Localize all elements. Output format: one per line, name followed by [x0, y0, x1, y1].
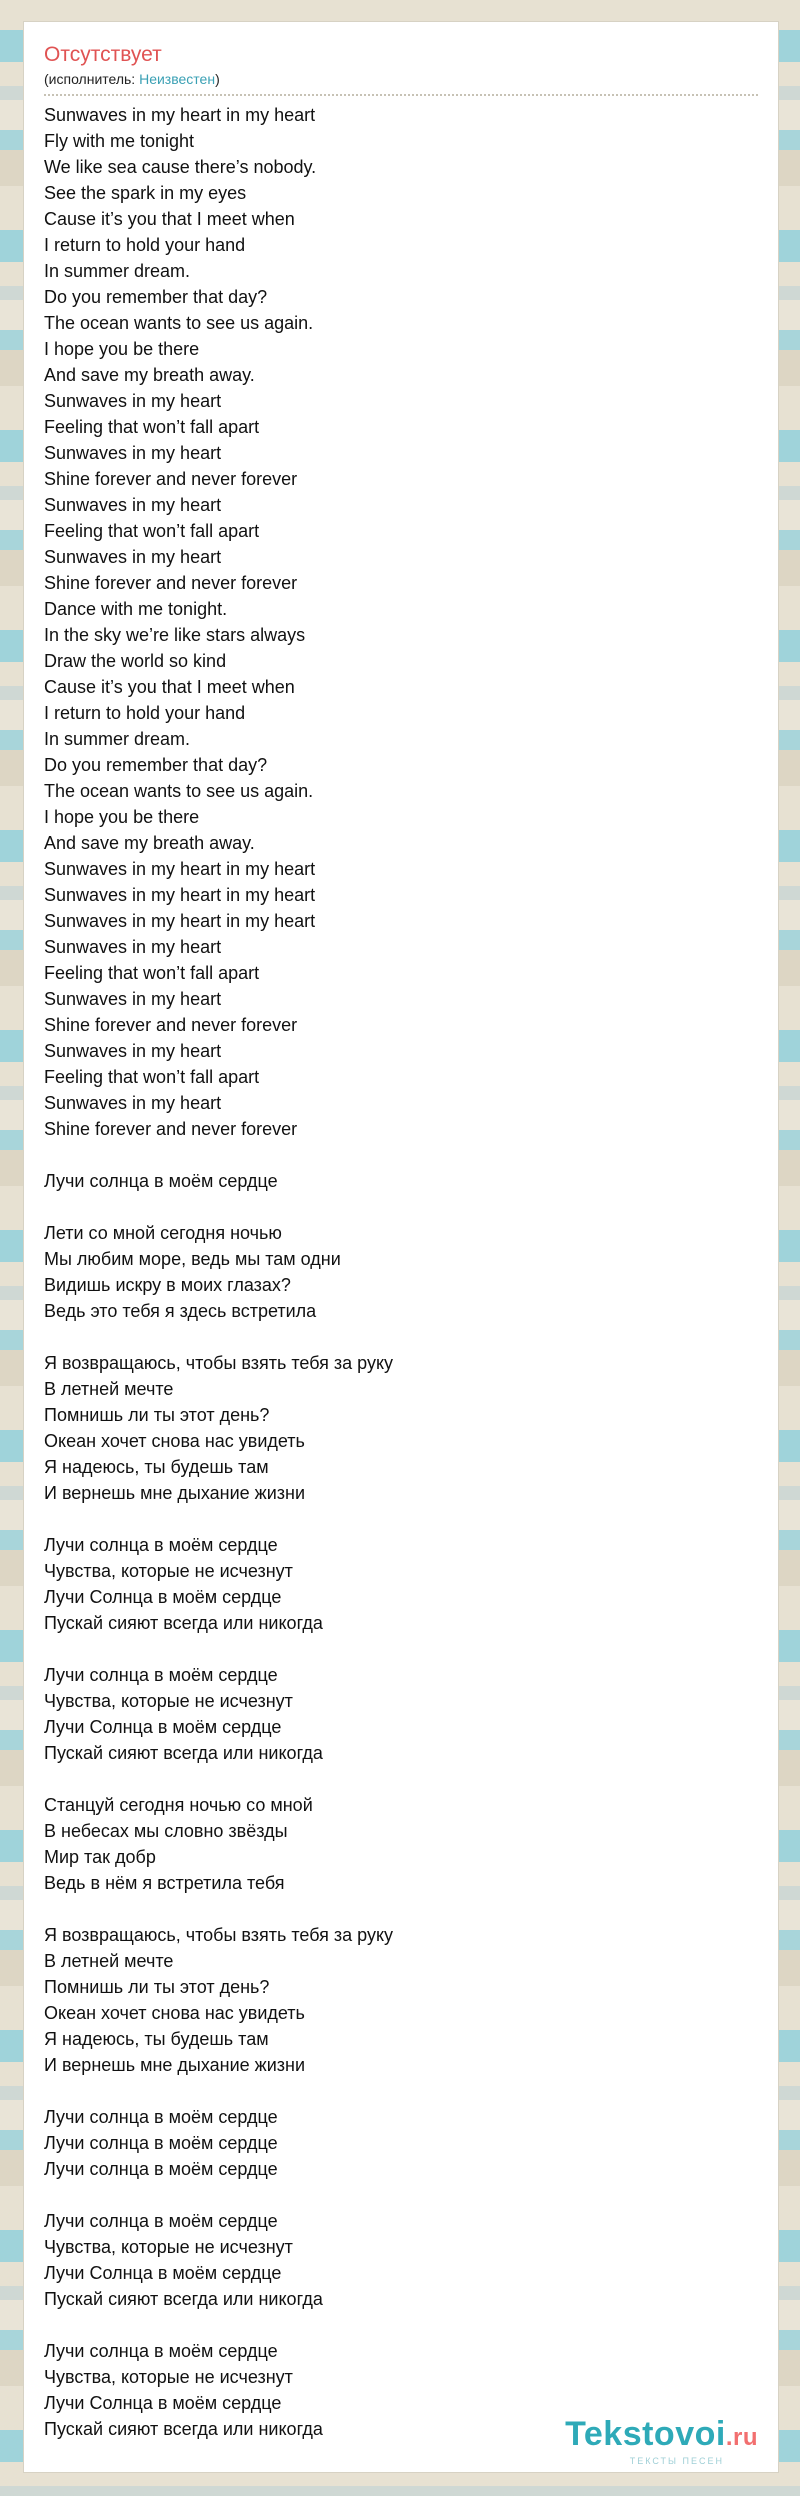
lyric-line: And save my breath away.: [44, 365, 255, 385]
lyric-line: The ocean wants to see us again.: [44, 313, 314, 333]
lyric-line: Draw the world so kind: [44, 651, 227, 671]
lyric-line: Cause it’s you that I meet when: [44, 209, 295, 229]
lyric-line: Лучи солнца в моём сердце: [44, 2341, 278, 2361]
lyric-line: Мир так добр: [44, 1847, 156, 1867]
lyric-line: [44, 2182, 758, 2208]
lyric-line: I hope you be there: [44, 807, 200, 827]
lyric-line: Fly with me tonight: [44, 131, 195, 151]
lyric-line: [44, 1896, 758, 1922]
song-header: [44, 42, 758, 96]
lyric-line: Shine forever and never forever: [44, 1015, 298, 1035]
lyric-line: Лучи солнца в моём сердце: [44, 1171, 278, 1191]
lyric-line: [44, 1506, 758, 1532]
lyric-line: Пускай сияют всегда или никогда: [44, 1743, 323, 1763]
lyric-line: See the spark in my eyes: [44, 183, 247, 203]
lyric-line: I return to hold your hand: [44, 703, 246, 723]
lyric-line: Лучи солнца в моём сердце: [44, 1535, 278, 1555]
lyric-line: Sunwaves in my heart in my heart: [44, 105, 316, 125]
lyric-line: I hope you be there: [44, 339, 200, 359]
lyric-line: Feeling that won’t fall apart: [44, 963, 260, 983]
lyric-line: In the sky we’re like stars always: [44, 625, 306, 645]
lyric-line: Я возвращаюсь, чтобы взять тебя за руку: [44, 1353, 394, 1373]
lyric-line: Feeling that won’t fall apart: [44, 1067, 260, 1087]
lyric-line: Sunwaves in my heart: [44, 495, 222, 515]
lyric-line: Sunwaves in my heart: [44, 989, 222, 1009]
lyric-line: [44, 1324, 758, 1350]
lyric-line: Помнишь ли ты этот день?: [44, 1405, 270, 1425]
lyric-line: Лети со мной сегодня ночью: [44, 1223, 282, 1243]
lyric-line: I return to hold your hand: [44, 235, 246, 255]
lyric-line: Sunwaves in my heart: [44, 443, 222, 463]
artist-link[interactable]: Неизвестен: [139, 71, 216, 87]
lyric-line: Cause it’s you that I meet when: [44, 677, 295, 697]
lyric-line: Ведь в нём я встретила тебя: [44, 1873, 285, 1893]
lyric-line: Sunwaves in my heart: [44, 1041, 222, 1061]
lyric-line: Do you remember that day?: [44, 287, 268, 307]
lyric-line: Sunwaves in my heart: [44, 1093, 222, 1113]
lyric-line: Лучи солнца в моём сердце: [44, 2211, 278, 2231]
logo-tld: .ru: [725, 2424, 758, 2451]
lyric-line: Помнишь ли ты этот день?: [44, 1977, 270, 1997]
lyric-line: Лучи солнца в моём сердце: [44, 2133, 278, 2153]
lyric-line: [44, 2312, 758, 2338]
lyric-line: [44, 1636, 758, 1662]
lyric-line: Sunwaves in my heart: [44, 391, 222, 411]
lyric-line: [44, 1766, 758, 1792]
lyric-line: Лучи солнца в моём сердце: [44, 2159, 278, 2179]
lyric-line: Dance with me tonight.: [44, 599, 228, 619]
logo-name: Tekstovoi: [565, 2415, 726, 2453]
lyric-line: Лучи Солнца в моём сердце: [44, 2263, 282, 2283]
lyric-line: И вернешь мне дыхание жизни: [44, 2055, 306, 2075]
logo-tagline: ТЕКСТЫ ПЕСЕН: [629, 2456, 724, 2466]
lyric-line: Sunwaves in my heart: [44, 547, 222, 567]
lyric-line: [44, 1142, 758, 1168]
lyric-line: Лучи солнца в моём сердце: [44, 1665, 278, 1685]
lyric-line: Лучи Солнца в моём сердце: [44, 1587, 282, 1607]
lyric-line: Shine forever and never forever: [44, 469, 298, 489]
lyric-line: В небесах мы словно звёзды: [44, 1821, 288, 1841]
lyric-line: Shine forever and never forever: [44, 1119, 298, 1139]
lyric-line: Чувства, которые не исчезнут: [44, 1691, 293, 1711]
lyric-line: Пускай сияют всегда или никогда: [44, 1613, 323, 1633]
lyric-line: Мы любим море, ведь мы там одни: [44, 1249, 341, 1269]
lyric-line: In summer dream.: [44, 729, 191, 749]
lyric-line: Sunwaves in my heart in my heart: [44, 885, 316, 905]
lyric-line: Пускай сияют всегда или никогда: [44, 2289, 323, 2309]
lyric-line: Чувства, которые не исчезнут: [44, 1561, 293, 1581]
lyric-line: In summer dream.: [44, 261, 191, 281]
lyric-line: Я надеюсь, ты будешь там: [44, 2029, 269, 2049]
logo-wordmark: [565, 2416, 758, 2456]
lyric-line: Чувства, которые не исчезнут: [44, 2237, 293, 2257]
lyric-line: Do you remember that day?: [44, 755, 268, 775]
lyric-line: And save my breath away.: [44, 833, 255, 853]
site-logo[interactable]: [565, 2416, 758, 2466]
lyrics-card: [24, 22, 778, 2472]
lyric-line: Я надеюсь, ты будешь там: [44, 1457, 269, 1477]
lyric-line: [44, 2078, 758, 2104]
lyric-line: Пускай сияют всегда или никогда: [44, 2419, 323, 2439]
lyric-line: We like sea cause there’s nobody.: [44, 157, 317, 177]
lyric-line: The ocean wants to see us again.: [44, 781, 314, 801]
lyric-line: В летней мечте: [44, 1379, 174, 1399]
lyric-line: И вернешь мне дыхание жизни: [44, 1483, 306, 1503]
lyric-line: Лучи Солнца в моём сердце: [44, 2393, 282, 2413]
lyric-line: Shine forever and never forever: [44, 573, 298, 593]
lyric-line: Sunwaves in my heart: [44, 937, 222, 957]
lyric-line: Sunwaves in my heart in my heart: [44, 911, 316, 931]
lyric-line: Лучи Солнца в моём сердце: [44, 1717, 282, 1737]
lyrics-body: [44, 102, 758, 2442]
lyric-line: Станцуй сегодня ночью со мной: [44, 1795, 313, 1815]
header-divider: [44, 94, 758, 96]
lyric-line: Я возвращаюсь, чтобы взять тебя за руку: [44, 1925, 394, 1945]
song-title: Отсутствует: [44, 43, 162, 66]
lyric-line: Sunwaves in my heart in my heart: [44, 859, 316, 879]
lyric-line: Океан хочет снова нас увидеть: [44, 1431, 305, 1451]
lyric-line: Чувства, которые не исчезнут: [44, 2367, 293, 2387]
lyric-line: Видишь искру в моих глазах?: [44, 1275, 291, 1295]
lyric-line: Лучи солнца в моём сердце: [44, 2107, 278, 2127]
lyric-line: Feeling that won’t fall apart: [44, 417, 260, 437]
artist-prefix: (исполнитель:: [44, 71, 140, 87]
lyric-line: В летней мечте: [44, 1951, 174, 1971]
artist-suffix: ): [215, 71, 220, 87]
lyric-line: Ведь это тебя я здесь встретила: [44, 1301, 317, 1321]
lyric-line: Feeling that won’t fall apart: [44, 521, 260, 541]
lyric-line: Океан хочет снова нас увидеть: [44, 2003, 305, 2023]
artist-line: [44, 70, 758, 88]
lyric-line: [44, 1194, 758, 1220]
